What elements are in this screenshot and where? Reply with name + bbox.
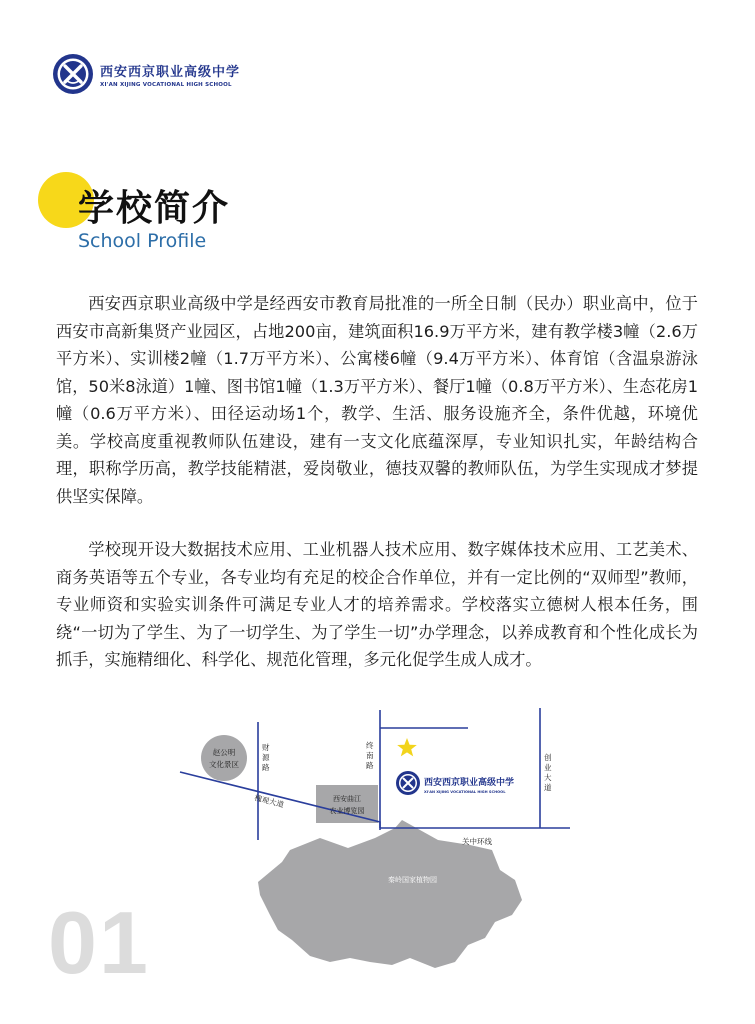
map-label-school-en: XI'AN XIJING VOCATIONAL HIGH SCHOOL — [424, 790, 506, 794]
qujiang-expo-area — [316, 785, 378, 823]
location-map — [170, 700, 590, 980]
map-label-chuangye-avenue: 创业大道 — [544, 753, 552, 792]
map-label-zhao-line2: 文化景区 — [209, 760, 239, 769]
section-subtitle: School Profile — [78, 230, 207, 252]
map-label-school-cn: 西安西京职业高级中学 — [424, 778, 515, 788]
map-label-zhongguan-road: 终南路 — [366, 741, 374, 770]
map-label-qujiang-expo-line2: 农业博览园 — [329, 807, 365, 815]
intro-paragraph-1-text: 西安西京职业高级中学是经西安市教育局批准的一所全日制（民办）职业高中，位于西安市高新集贤产业园区，占地200亩，建筑面积16.9万平方米，建有教学楼3幢（2.6万平方米）、实训楼2幢（1.7万平方米）、公寓楼6幢（9.4万平方米）、体育馆（含温泉游泳馆，50米8泳道）1幢、图书馆1幢（1.3万平方米）、餐厅1幢（0.8万平方米）、生态花房1幢（0.6万平方米）、田径运动场1个，教学、生活、服务设施齐全，条件优越，环境优美。学校高度重视教师队伍建设，建有一支文化底蕴深厚，专业知识扎实，年龄结构合理，职称学历高，教学技能精湛，爱岗敬业，德技双馨的教师队伍，为学生实现成才梦提供坚实保障。 — [56, 294, 698, 506]
intro-paragraph-1 — [56, 290, 698, 510]
logo-school-name-en: XI'AN XIJING VOCATIONAL HIGH SCHOOL — [100, 81, 232, 88]
zhao-gongming-area — [201, 735, 247, 781]
intro-paragraph-2-text: 学校现开设大数据技术应用、工业机器人技术应用、数字媒体技术应用、工艺美术、商务英语等五个专业，各专业均有充足的校企合作单位，并有一定比例的“双师型”教师，专业师资和实验实训条件可满足专业人才的培养需求。学校落实立德树人根本任务，围绕“一切为了学生、为了一切学生、为了学生一切”办学理念，以养成教育和个性化成长为抓手，实施精细化、科学化、规范化管理，多元化促学生成人成才。 — [56, 540, 698, 669]
page-number: 01 — [48, 893, 150, 992]
intro-paragraph-2 — [56, 536, 698, 674]
map-label-qinling-garden: 秦岭国家植物园 — [388, 876, 437, 884]
map-label-zhao-line1: 赵公明 — [212, 748, 236, 757]
map-school-emblem-icon — [396, 771, 420, 795]
logo-school-name-cn: 西安西京职业高级中学 — [100, 64, 241, 80]
school-emblem-icon — [52, 53, 94, 95]
map-label-caiyuan-road: 财源路 — [262, 743, 270, 772]
map-label-qujiang-expo-line1: 西安曲江 — [333, 795, 361, 803]
map-label-huanguan-avenue: 槐观大道 — [253, 793, 285, 810]
header-logo — [52, 52, 240, 96]
school-location-star-icon — [397, 738, 417, 756]
section-title: 学校简介 — [78, 188, 231, 229]
map-label-guanzhong-ring: 关中环线 — [462, 837, 492, 846]
